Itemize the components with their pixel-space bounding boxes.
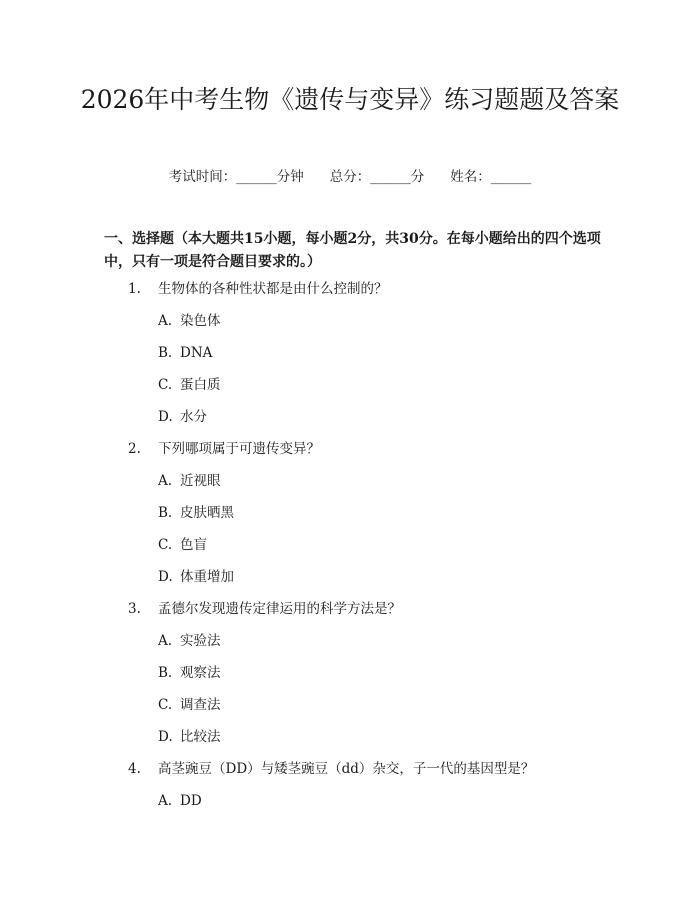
option-text: 观察法 [180,665,221,681]
question-list [0,278,700,822]
answer-option [0,374,700,406]
option-text: 比较法 [180,729,221,745]
option-letter: C. [158,377,173,393]
answer-option [0,406,700,438]
option-letter: D. [158,729,173,745]
question-text: 生物体的各种性状都是由什么控制的？ [158,281,388,297]
answer-option [0,662,700,694]
question-stem [0,438,700,470]
option-text: 染色体 [180,313,221,329]
total-score-field: 总分：______分 [329,169,425,185]
option-text: 色盲 [180,537,207,553]
option-letter: A. [158,633,173,649]
question-item [0,758,700,822]
option-text: DD [180,793,202,809]
question-stem [0,598,700,630]
question-number: 2. [128,441,141,457]
document-title: 2026年中考生物《遗传与变异》练习题题及答案 [80,85,620,114]
question-item [0,278,700,438]
option-text: 近视眼 [180,473,221,489]
answer-option [0,566,700,598]
exam-info-line [0,166,700,188]
option-letter: B. [158,345,173,361]
option-letter: C. [158,697,173,713]
option-text: 体重增加 [180,569,234,585]
option-text: DNA [180,345,213,361]
question-number: 4. [128,761,141,777]
option-text: 水分 [180,409,207,425]
answer-option [0,502,700,534]
question-text: 下列哪项属于可遗传变异？ [158,441,320,457]
question-stem [0,758,700,790]
question-number: 3. [128,601,141,617]
answer-option [0,534,700,566]
answer-option [0,694,700,726]
answer-option [0,726,700,758]
option-letter: D. [158,409,173,425]
question-item [0,598,700,758]
answer-option [0,790,700,822]
question-stem [0,278,700,310]
option-text: 蛋白质 [180,377,221,393]
option-text: 实验法 [180,633,221,649]
option-letter: A. [158,313,173,329]
option-letter: A. [158,473,173,489]
question-text: 高茎豌豆（DD）与矮茎豌豆（dd）杂交，子一代的基因型是？ [158,761,535,777]
option-text: 调查法 [180,697,221,713]
answer-option [0,310,700,342]
answer-option [0,630,700,662]
section-heading: 一、选择题（本大题共15小题，每小题2分，共30分。在每小题给出的四个选项中，只有一项是符合题目要求的。） [104,231,601,270]
exam-time-field: 考试时间：______分钟 [168,169,304,185]
question-text: 孟德尔发现遗传定律运用的科学方法是？ [158,601,401,617]
option-text: 皮肤晒黑 [180,505,234,521]
option-letter: C. [158,537,173,553]
option-letter: B. [158,505,173,521]
question-item [0,438,700,598]
option-letter: D. [158,569,173,585]
student-name-field: 姓名：______ [450,169,532,185]
option-letter: B. [158,665,173,681]
answer-option [0,470,700,502]
option-letter: A. [158,793,173,809]
question-number: 1. [128,281,141,297]
answer-option [0,342,700,374]
